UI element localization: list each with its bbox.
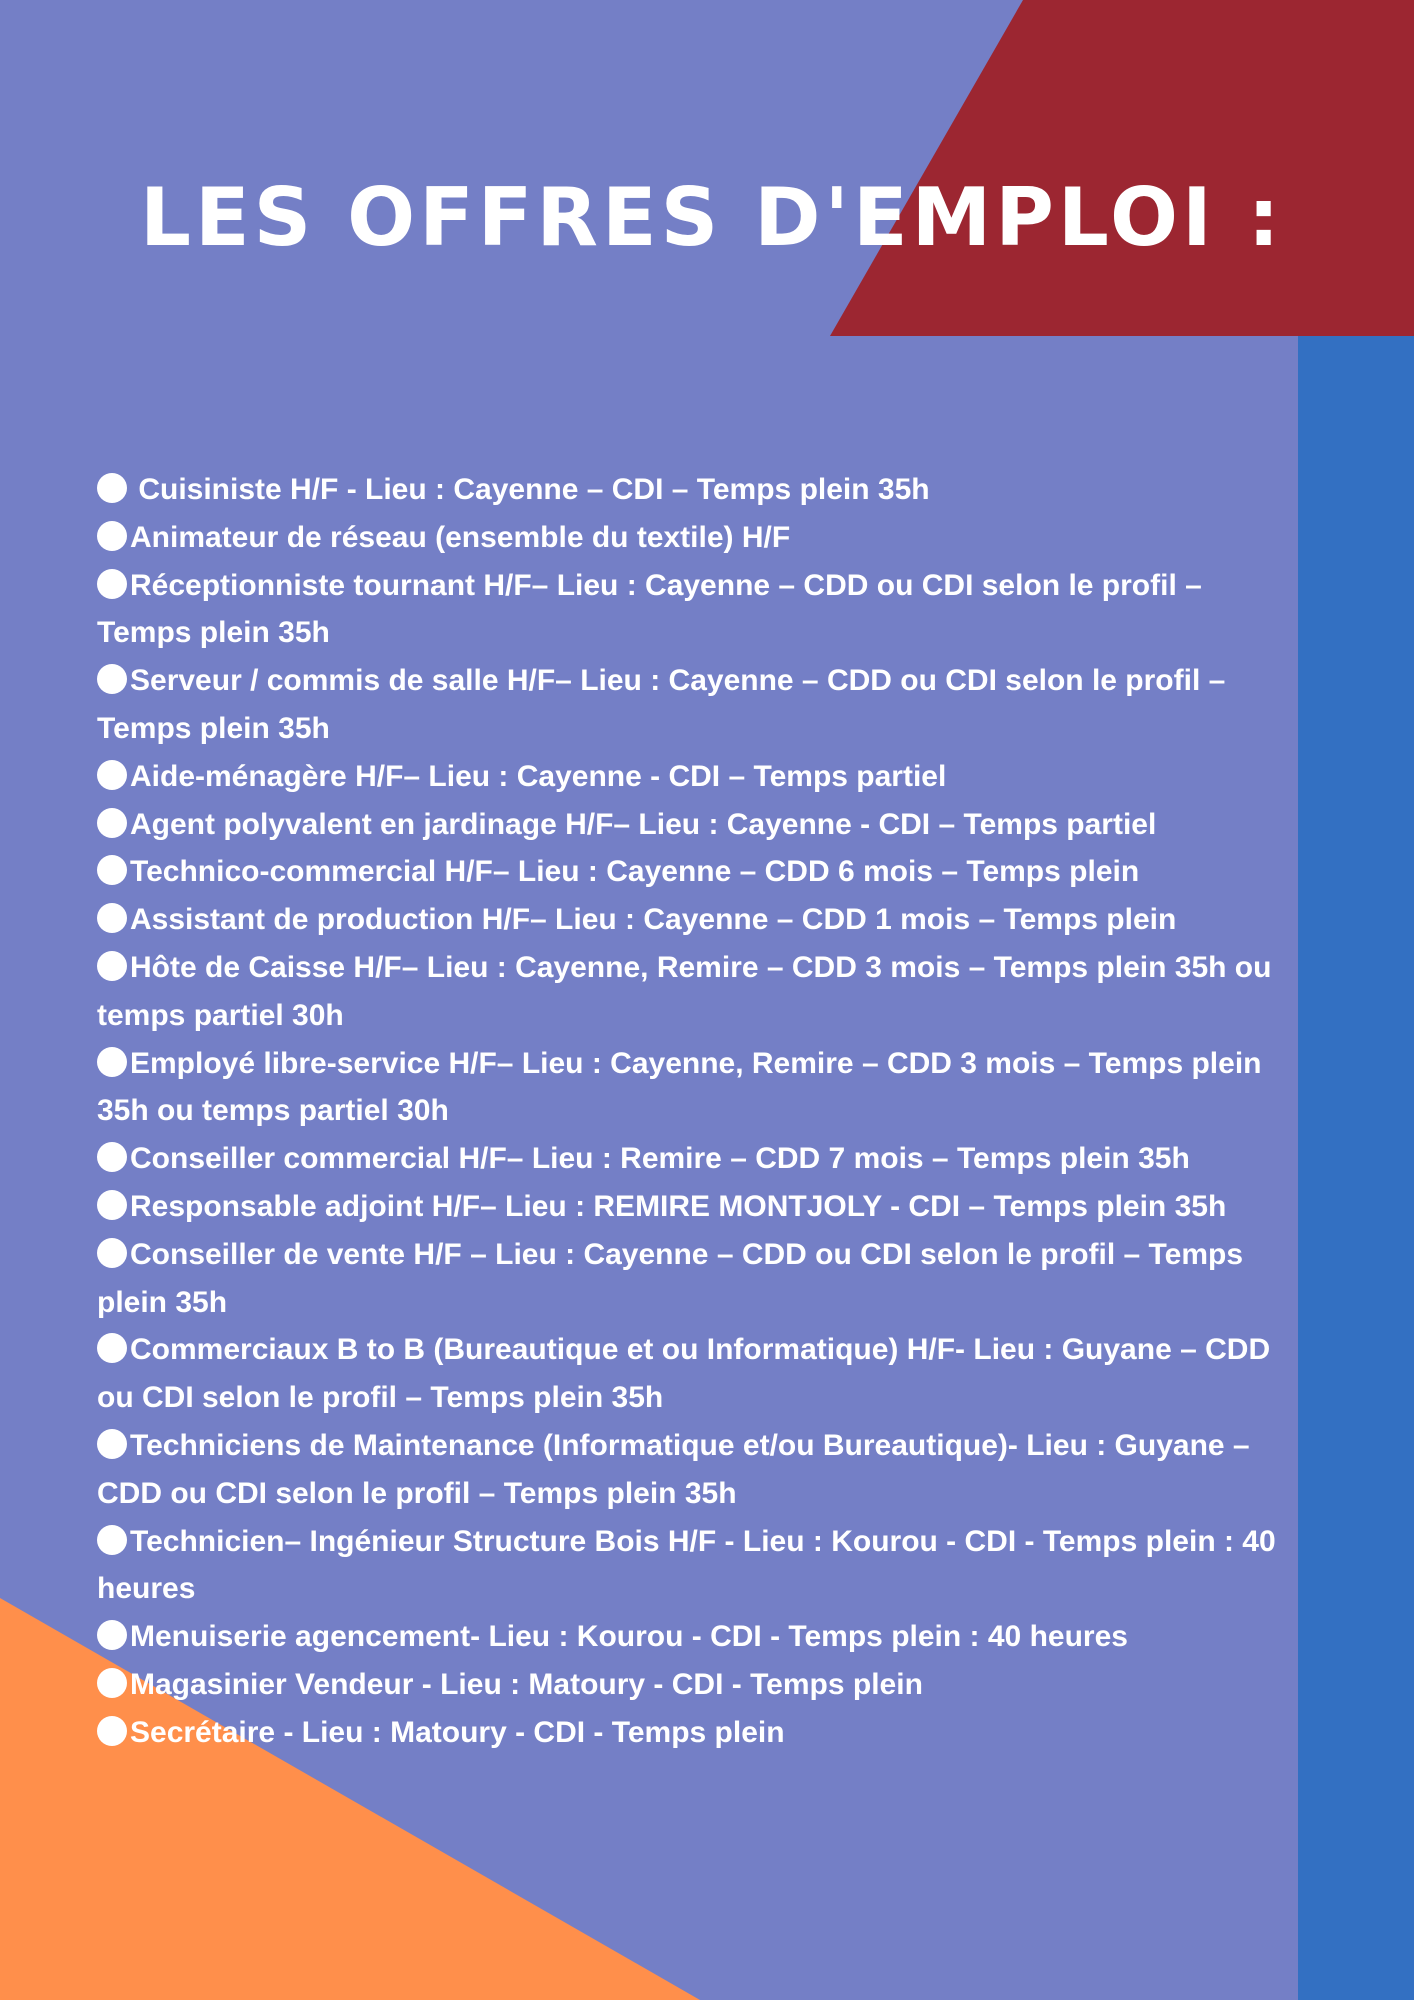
job-offer-item: [97, 514, 1297, 562]
bullet-dot-icon: [97, 1716, 127, 1746]
bullet-dot-icon: [97, 1525, 127, 1555]
page-title: LES OFFRES D'EMPLOI :: [140, 171, 1284, 264]
bullet-dot-icon: [97, 1047, 127, 1077]
red-corner-shape: [830, 0, 1414, 336]
job-offer-item: [97, 753, 1297, 801]
job-offer-item: [97, 1040, 1297, 1136]
bullet-dot-icon: [97, 808, 127, 838]
job-offer-text: Animateur de réseau (ensemble du textile) H/F: [130, 520, 791, 554]
job-offer-item: [97, 944, 1297, 1040]
bullet-dot-icon: [97, 1333, 127, 1363]
job-offer-item: [97, 1661, 1297, 1709]
job-offer-text: Conseiller commercial H/F– Lieu : Remire – CDD 7 mois – Temps plein 35h: [130, 1142, 1190, 1176]
bullet-dot-icon: [97, 951, 127, 981]
bullet-dot-icon: [97, 1190, 127, 1220]
job-offer-text: Commerciaux B to B (Bureautique et ou Informatique) H/F- Lieu : Guyane – CDD ou CDI selon le profil – Temps plein 35h: [97, 1333, 1271, 1415]
job-offer-item: [97, 1613, 1297, 1661]
bullet-dot-icon: [97, 664, 127, 694]
job-offer-item: [97, 848, 1297, 896]
job-offer-item: [97, 657, 1297, 753]
job-offer-text: Magasinier Vendeur - Lieu : Matoury - CDI - Temps plein: [130, 1667, 923, 1701]
job-offer-item: [97, 1422, 1297, 1518]
job-offer-text: Serveur / commis de salle H/F– Lieu : Cayenne – CDD ou CDI selon le profil – Temps plein 35h: [97, 664, 1226, 745]
job-offer-item: [97, 801, 1297, 849]
job-offer-item: [97, 1231, 1297, 1327]
job-offer-item: [97, 466, 1297, 514]
job-offer-text: Techniciens de Maintenance (Informatique et/ou Bureautique)- Lieu : Guyane – CDD ou CDI selon le profil – Temps plein 35h: [97, 1428, 1250, 1510]
bullet-dot-icon: [97, 1142, 127, 1172]
job-offer-item: [97, 1518, 1297, 1614]
job-offer-item: [97, 1135, 1297, 1183]
bullet-dot-icon: [97, 1620, 127, 1650]
bullet-dot-icon: [97, 473, 127, 503]
job-offer-text: Technicien– Ingénieur Structure Bois H/F - Lieu : Kourou - CDI - Temps plein : 40 heures: [97, 1524, 1276, 1606]
bullet-dot-icon: [97, 569, 127, 599]
job-offer-item: [97, 896, 1297, 944]
job-offer-item: [97, 1709, 1297, 1757]
bullet-dot-icon: [97, 521, 127, 551]
job-offer-text: Secrétaire - Lieu : Matoury - CDI - Temps plein: [130, 1715, 785, 1749]
job-offer-text: Menuiserie agencement- Lieu : Kourou - CDI - Temps plein : 40 heures: [130, 1620, 1128, 1654]
job-offer-text: Conseiller de vente H/F – Lieu : Cayenne – CDD ou CDI selon le profil – Temps plein 35h: [97, 1237, 1244, 1319]
bullet-dot-icon: [97, 855, 127, 885]
bullet-dot-icon: [97, 1238, 127, 1268]
job-offer-item: [97, 1326, 1297, 1422]
job-offers-list: [97, 466, 1297, 1757]
job-offer-text: Agent polyvalent en jardinage H/F– Lieu : Cayenne - CDI – Temps partiel: [130, 807, 1157, 841]
blue-side-strip: [1298, 336, 1414, 2000]
job-offer-text: Réceptionniste tournant H/F– Lieu : Cayenne – CDD ou CDI selon le profil – Temps plein 35h: [97, 568, 1202, 650]
job-offer-item: [97, 1183, 1297, 1231]
job-offer-text: Cuisiniste H/F - Lieu : Cayenne – CDI – Temps plein 35h: [130, 473, 930, 506]
job-offer-text: Aide-ménagère H/F– Lieu : Cayenne - CDI – Temps partiel: [130, 759, 947, 793]
job-offer-text: Employé libre-service H/F– Lieu : Cayenne, Remire – CDD 3 mois – Temps plein 35h ou temps partiel 30h: [97, 1046, 1262, 1128]
job-offer-text: Assistant de production H/F– Lieu : Cayenne – CDD 1 mois – Temps plein: [130, 903, 1177, 937]
job-offer-text: Technico-commercial H/F– Lieu : Cayenne – CDD 6 mois – Temps plein: [130, 855, 1140, 889]
bullet-dot-icon: [97, 1429, 127, 1459]
bullet-dot-icon: [97, 1668, 127, 1698]
job-offer-text: Hôte de Caisse H/F– Lieu : Cayenne, Remire – CDD 3 mois – Temps plein 35h ou temps partiel 30h: [97, 950, 1272, 1032]
job-offer-text: Responsable adjoint H/F– Lieu : REMIRE MONTJOLY - CDI – Temps plein 35h: [130, 1189, 1227, 1223]
job-offer-item: [97, 562, 1297, 658]
bullet-dot-icon: [97, 760, 127, 790]
bullet-dot-icon: [97, 903, 127, 933]
